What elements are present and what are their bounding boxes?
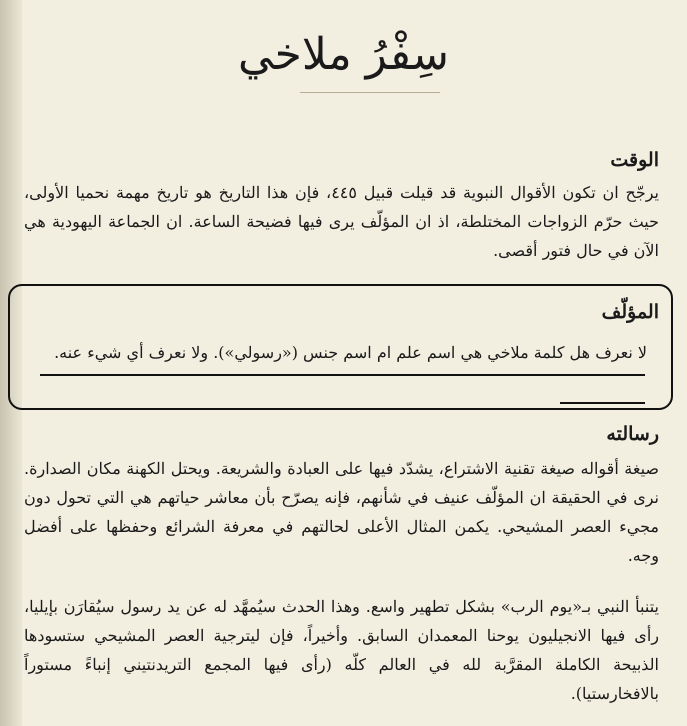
- annotation-underline: [40, 374, 645, 376]
- section-paragraph-message-1: صيغة أقواله صيغة تقنية الاشتراع، يشدّد فيها على العبادة والشريعة. ويحتل الكهنة مكان الصدارة. نرى في الحقيقة ان المؤلّف عنيف في شأنهم، فإنه يصرّح بأن معاشر حياتهم هي التي تحول دون مجيء العصر المشيحي. يكمن المثال الأعلى لحالتهم في معرفة الشرائع وحفظها على أفضل وجه.: [24, 459, 659, 565]
- annotation-underline: [560, 402, 645, 404]
- section-paragraph-time: يرجّح ان تكون الأقوال النبوية قد قيلت قبيل ٤٤٥، فإن هذا التاريخ هو تاريخ مهمة نحميا الأولى، حيث حرّم الزواجات المختلطة، اذ ان المؤلّف يرى فيها فضيحة الساعة. ان الجماعة اليهودية هي الآن في حال فتور أقصى.: [24, 183, 659, 260]
- title-underline: [300, 92, 440, 93]
- section-heading-message: رسالته: [606, 423, 659, 445]
- section-paragraph-message-2: يتنبأ النبي بـ«يوم الرب» بشكل تطهير واسع. وهذا الحدث سيُمهَّد له عن يد رسول سيُقارَن بإيليا، رأى فيها الانجيليون يوحنا المعمدان السابق. وأخيراً، فإن ليترجية العصر المشيحي ستسودها الذبيحة الكاملة المقرَّبة لله في العالم كلّه (رأى فيها المجمع التريدنتيني إنباءً مستوراً بالافخارستيا).: [24, 597, 659, 703]
- page-title: سِفْرُ ملاخي: [237, 29, 450, 80]
- section-heading-time: الوقت: [610, 149, 659, 171]
- section-paragraph-author: لا نعرف هل كلمة ملاخي هي اسم علم ام اسم جنس («رسولي»). ولا نعرف أي شيء عنه.: [54, 343, 647, 362]
- section-heading-author: المؤلّف: [601, 301, 659, 323]
